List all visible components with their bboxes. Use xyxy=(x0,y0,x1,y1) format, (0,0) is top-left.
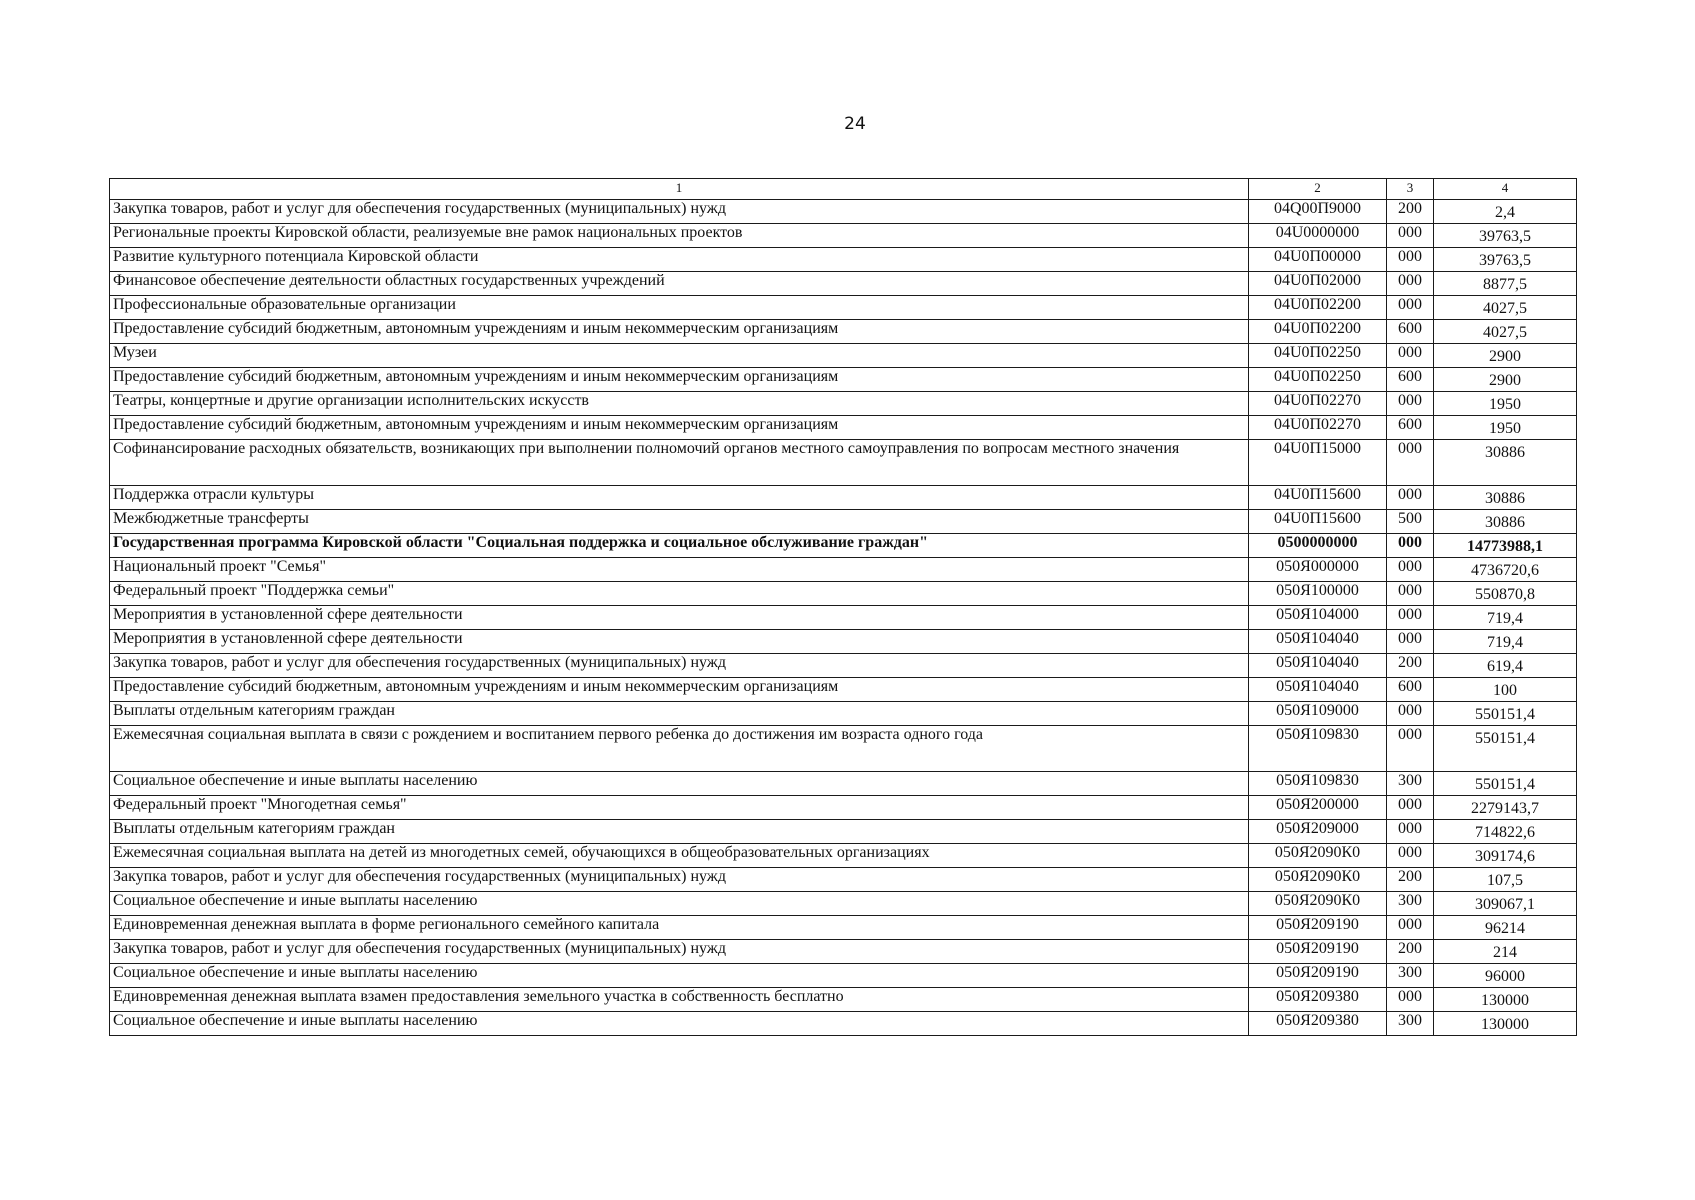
expense-name-cell: Закупка товаров, работ и услуг для обеспечения государственных (муниципальных) нужд xyxy=(110,868,1249,892)
expense-name-cell: Предоставление субсидий бюджетным, автономным учреждениям и иным некоммерческим организациям xyxy=(110,416,1249,440)
expense-type-cell: 600 xyxy=(1387,368,1434,392)
expense-name-cell: Предоставление субсидий бюджетным, автономным учреждениям и иным некоммерческим организациям xyxy=(110,368,1249,392)
target-code-cell: 050Я2090К0 xyxy=(1249,892,1387,916)
expense-name-cell: Межбюджетные трансферты xyxy=(110,510,1249,534)
table-row xyxy=(110,440,1577,486)
amount-cell: 719,4 xyxy=(1434,630,1577,654)
amount-cell: 100 xyxy=(1434,678,1577,702)
budget-table xyxy=(109,178,1577,1036)
expense-type-cell: 200 xyxy=(1387,940,1434,964)
amount-cell: 4027,5 xyxy=(1434,296,1577,320)
expense-type-cell: 000 xyxy=(1387,702,1434,726)
table-row xyxy=(110,654,1577,678)
target-code-cell: 050Я209190 xyxy=(1249,964,1387,988)
amount-cell: 130000 xyxy=(1434,1012,1577,1036)
amount-cell: 39763,5 xyxy=(1434,248,1577,272)
expense-name-cell: Региональные проекты Кировской области, реализуемые вне рамок национальных проектов xyxy=(110,224,1249,248)
table-row xyxy=(110,582,1577,606)
table-row xyxy=(110,368,1577,392)
table-row xyxy=(110,272,1577,296)
table-header-row xyxy=(110,179,1577,200)
expense-type-cell: 200 xyxy=(1387,200,1434,224)
expense-name-cell: Социальное обеспечение и иные выплаты населению xyxy=(110,964,1249,988)
amount-cell: 550151,4 xyxy=(1434,772,1577,796)
expense-type-cell: 500 xyxy=(1387,510,1434,534)
target-code-cell: 04U0П02270 xyxy=(1249,416,1387,440)
target-code-cell: 050Я104040 xyxy=(1249,678,1387,702)
expense-name-cell: Предоставление субсидий бюджетным, автономным учреждениям и иным некоммерческим организациям xyxy=(110,320,1249,344)
table-row xyxy=(110,224,1577,248)
amount-cell: 96214 xyxy=(1434,916,1577,940)
table-row xyxy=(110,606,1577,630)
expense-type-cell: 600 xyxy=(1387,320,1434,344)
amount-cell: 8877,5 xyxy=(1434,272,1577,296)
amount-cell: 309067,1 xyxy=(1434,892,1577,916)
expense-type-cell: 000 xyxy=(1387,988,1434,1012)
amount-cell: 4027,5 xyxy=(1434,320,1577,344)
amount-cell: 107,5 xyxy=(1434,868,1577,892)
expense-type-cell: 300 xyxy=(1387,892,1434,916)
header-cell-4: 4 xyxy=(1434,179,1577,200)
expense-type-cell: 000 xyxy=(1387,534,1434,558)
target-code-cell: 050Я2090К0 xyxy=(1249,868,1387,892)
expense-type-cell: 000 xyxy=(1387,248,1434,272)
target-code-cell: 04Q00П9000 xyxy=(1249,200,1387,224)
expense-type-cell: 000 xyxy=(1387,726,1434,772)
table-row xyxy=(110,248,1577,272)
amount-cell: 2,4 xyxy=(1434,200,1577,224)
expense-type-cell: 000 xyxy=(1387,224,1434,248)
amount-cell: 214 xyxy=(1434,940,1577,964)
table-row xyxy=(110,988,1577,1012)
expense-name-cell: Театры, концертные и другие организации исполнительских искусств xyxy=(110,392,1249,416)
expense-name-cell: Развитие культурного потенциала Кировской области xyxy=(110,248,1249,272)
target-code-cell: 050Я209190 xyxy=(1249,940,1387,964)
amount-cell: 619,4 xyxy=(1434,654,1577,678)
amount-cell: 2900 xyxy=(1434,368,1577,392)
table-row xyxy=(110,844,1577,868)
target-code-cell: 050Я100000 xyxy=(1249,582,1387,606)
target-code-cell: 0500000000 xyxy=(1249,534,1387,558)
amount-cell: 2279143,7 xyxy=(1434,796,1577,820)
target-code-cell: 04U0000000 xyxy=(1249,224,1387,248)
target-code-cell: 050Я209380 xyxy=(1249,1012,1387,1036)
table-row xyxy=(110,892,1577,916)
expense-type-cell: 000 xyxy=(1387,272,1434,296)
amount-cell: 550151,4 xyxy=(1434,726,1577,772)
target-code-cell: 050Я109000 xyxy=(1249,702,1387,726)
expense-type-cell: 000 xyxy=(1387,916,1434,940)
target-code-cell: 050Я209190 xyxy=(1249,916,1387,940)
expense-type-cell: 000 xyxy=(1387,392,1434,416)
expense-name-cell: Единовременная денежная выплата взамен предоставления земельного участка в собственность бесплатно xyxy=(110,988,1249,1012)
table-row xyxy=(110,726,1577,772)
target-code-cell: 050Я209000 xyxy=(1249,820,1387,844)
expense-type-cell: 000 xyxy=(1387,606,1434,630)
table-row xyxy=(110,486,1577,510)
expense-name-cell: Поддержка отрасли культуры xyxy=(110,486,1249,510)
table-row xyxy=(110,630,1577,654)
expense-type-cell: 000 xyxy=(1387,844,1434,868)
expense-type-cell: 000 xyxy=(1387,796,1434,820)
header-cell-3: 3 xyxy=(1387,179,1434,200)
expense-name-cell: Социальное обеспечение и иные выплаты населению xyxy=(110,1012,1249,1036)
expense-name-cell: Ежемесячная социальная выплата на детей из многодетных семей, обучающихся в общеобразовательных организациях xyxy=(110,844,1249,868)
target-code-cell: 050Я104040 xyxy=(1249,630,1387,654)
table-row xyxy=(110,416,1577,440)
target-code-cell: 04U0П02000 xyxy=(1249,272,1387,296)
table-row xyxy=(110,702,1577,726)
header-cell-1: 1 xyxy=(110,179,1249,200)
expense-type-cell: 200 xyxy=(1387,654,1434,678)
expense-name-cell: Социальное обеспечение и иные выплаты населению xyxy=(110,892,1249,916)
amount-cell: 2900 xyxy=(1434,344,1577,368)
table-row xyxy=(110,200,1577,224)
table-row xyxy=(110,558,1577,582)
expense-name-cell: Закупка товаров, работ и услуг для обеспечения государственных (муниципальных) нужд xyxy=(110,940,1249,964)
page-number: 24 xyxy=(844,114,866,134)
budget-table-body xyxy=(110,179,1577,1036)
expense-name-cell: Государственная программа Кировской области "Социальная поддержка и социальное обслуживание граждан" xyxy=(110,534,1249,558)
expense-type-cell: 000 xyxy=(1387,582,1434,606)
table-row xyxy=(110,678,1577,702)
amount-cell: 719,4 xyxy=(1434,606,1577,630)
table-row xyxy=(110,868,1577,892)
expense-type-cell: 300 xyxy=(1387,772,1434,796)
expense-type-cell: 300 xyxy=(1387,1012,1434,1036)
expense-type-cell: 000 xyxy=(1387,344,1434,368)
amount-cell: 1950 xyxy=(1434,392,1577,416)
target-code-cell: 050Я104000 xyxy=(1249,606,1387,630)
target-code-cell: 04U0П02250 xyxy=(1249,368,1387,392)
expense-name-cell: Закупка товаров, работ и услуг для обеспечения государственных (муниципальных) нужд xyxy=(110,200,1249,224)
expense-type-cell: 000 xyxy=(1387,440,1434,486)
expense-name-cell: Мероприятия в установленной сфере деятельности xyxy=(110,606,1249,630)
expense-type-cell: 000 xyxy=(1387,630,1434,654)
target-code-cell: 04U0П02200 xyxy=(1249,296,1387,320)
expense-name-cell: Федеральный проект "Поддержка семьи" xyxy=(110,582,1249,606)
target-code-cell: 050Я109830 xyxy=(1249,726,1387,772)
target-code-cell: 04U0П15600 xyxy=(1249,510,1387,534)
expense-name-cell: Федеральный проект "Многодетная семья" xyxy=(110,796,1249,820)
target-code-cell: 04U0П02250 xyxy=(1249,344,1387,368)
target-code-cell: 050Я109830 xyxy=(1249,772,1387,796)
expense-type-cell: 300 xyxy=(1387,964,1434,988)
amount-cell: 130000 xyxy=(1434,988,1577,1012)
expense-name-cell: Социальное обеспечение и иные выплаты населению xyxy=(110,772,1249,796)
amount-cell: 96000 xyxy=(1434,964,1577,988)
target-code-cell: 050Я104040 xyxy=(1249,654,1387,678)
amount-cell: 550870,8 xyxy=(1434,582,1577,606)
header-cell-2: 2 xyxy=(1249,179,1387,200)
table-row xyxy=(110,320,1577,344)
table-row xyxy=(110,964,1577,988)
expense-name-cell: Ежемесячная социальная выплата в связи с рождением и воспитанием первого ребенка до достижения им возраста одного года xyxy=(110,726,1249,772)
amount-cell: 309174,6 xyxy=(1434,844,1577,868)
table-row xyxy=(110,820,1577,844)
target-code-cell: 050Я000000 xyxy=(1249,558,1387,582)
expense-name-cell: Мероприятия в установленной сфере деятельности xyxy=(110,630,1249,654)
expense-name-cell: Национальный проект "Семья" xyxy=(110,558,1249,582)
target-code-cell: 050Я2090К0 xyxy=(1249,844,1387,868)
expense-type-cell: 000 xyxy=(1387,820,1434,844)
amount-cell: 4736720,6 xyxy=(1434,558,1577,582)
expense-name-cell: Выплаты отдельным категориям граждан xyxy=(110,702,1249,726)
table-row xyxy=(110,296,1577,320)
target-code-cell: 050Я209380 xyxy=(1249,988,1387,1012)
target-code-cell: 04U0П15000 xyxy=(1249,440,1387,486)
table-row xyxy=(110,1012,1577,1036)
expense-type-cell: 000 xyxy=(1387,558,1434,582)
table-row xyxy=(110,772,1577,796)
expense-type-cell: 200 xyxy=(1387,868,1434,892)
expense-type-cell: 600 xyxy=(1387,416,1434,440)
amount-cell: 550151,4 xyxy=(1434,702,1577,726)
table-row xyxy=(110,392,1577,416)
expense-name-cell: Предоставление субсидий бюджетным, автономным учреждениям и иным некоммерческим организациям xyxy=(110,678,1249,702)
expense-name-cell: Софинансирование расходных обязательств, возникающих при выполнении полномочий органов местного самоуправления по вопросам местного значения xyxy=(110,440,1249,486)
amount-cell: 30886 xyxy=(1434,440,1577,486)
target-code-cell: 04U0П02200 xyxy=(1249,320,1387,344)
amount-cell: 39763,5 xyxy=(1434,224,1577,248)
expense-name-cell: Единовременная денежная выплата в форме регионального семейного капитала xyxy=(110,916,1249,940)
expense-type-cell: 000 xyxy=(1387,486,1434,510)
table-row xyxy=(110,940,1577,964)
table-row xyxy=(110,796,1577,820)
table-row xyxy=(110,510,1577,534)
target-code-cell: 04U0П02270 xyxy=(1249,392,1387,416)
amount-cell: 30886 xyxy=(1434,510,1577,534)
amount-cell: 14773988,1 xyxy=(1434,534,1577,558)
expense-type-cell: 000 xyxy=(1387,296,1434,320)
expense-name-cell: Профессиональные образовательные организации xyxy=(110,296,1249,320)
table-row xyxy=(110,534,1577,558)
expense-type-cell: 600 xyxy=(1387,678,1434,702)
expense-name-cell: Финансовое обеспечение деятельности областных государственных учреждений xyxy=(110,272,1249,296)
target-code-cell: 04U0П15600 xyxy=(1249,486,1387,510)
target-code-cell: 050Я200000 xyxy=(1249,796,1387,820)
expense-name-cell: Музеи xyxy=(110,344,1249,368)
amount-cell: 714822,6 xyxy=(1434,820,1577,844)
table-row xyxy=(110,344,1577,368)
target-code-cell: 04U0П00000 xyxy=(1249,248,1387,272)
expense-name-cell: Выплаты отдельным категориям граждан xyxy=(110,820,1249,844)
table-row xyxy=(110,916,1577,940)
amount-cell: 30886 xyxy=(1434,486,1577,510)
expense-name-cell: Закупка товаров, работ и услуг для обеспечения государственных (муниципальных) нужд xyxy=(110,654,1249,678)
amount-cell: 1950 xyxy=(1434,416,1577,440)
